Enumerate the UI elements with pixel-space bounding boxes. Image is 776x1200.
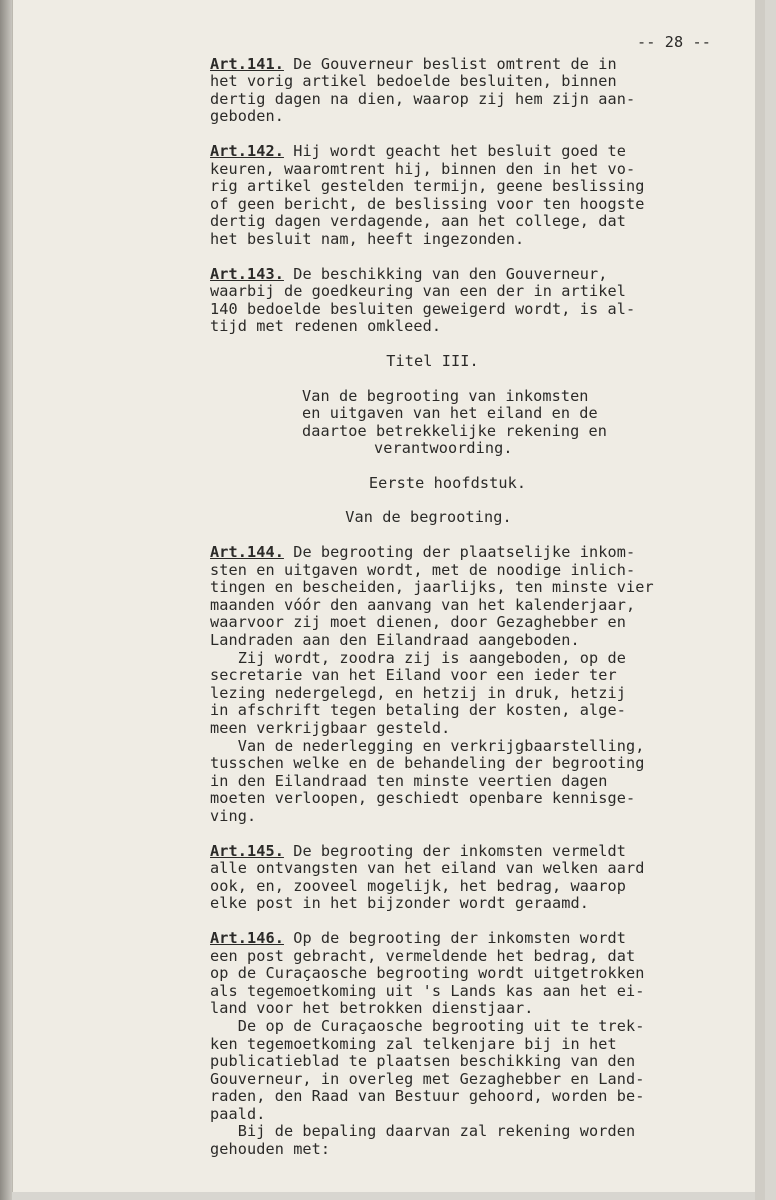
chapter-subject: Van de begrooting.	[345, 508, 512, 527]
title-subject-line: verantwoording.	[374, 439, 513, 458]
article-text-line: als tegemoetkoming uit 's Lands kas aan het ei-	[210, 981, 645, 1000]
page-left-edge-shadow	[0, 0, 12, 1200]
article-text-line: tijd met redenen omkleed.	[210, 317, 442, 336]
article-text-line: maanden vóór den aanvang van het kalenderjaar,	[210, 595, 636, 614]
article-text-line: Landraden aan den Eilandraad aangeboden.	[210, 631, 580, 650]
article-text-line: publicatieblad te plaatsen beschikking van den	[210, 1052, 636, 1071]
title-subject-line: daartoe betrekkelijke rekening en	[302, 421, 608, 440]
article-text-line: ving.	[210, 806, 257, 825]
article-text-line: alle ontvangsten van het eiland van welken aard	[210, 859, 645, 878]
article-text-line: gehouden met:	[210, 1140, 331, 1159]
article-label: Art.142.	[210, 141, 284, 160]
title-subject-line: Van de begrooting van inkomsten	[302, 386, 589, 405]
article-text-line: Bij de bepaling daarvan zal rekening worden	[210, 1122, 636, 1141]
article-text-line: elke post in het bijzonder wordt geraamd.	[210, 894, 589, 913]
article-text-line: land voor het betrokken dienstjaar.	[210, 999, 534, 1018]
article-143	[210, 266, 715, 336]
article-text-line: of geen bericht, de beslissing voor ten hoogste	[210, 194, 645, 213]
article-text-line: het vorig artikel bedoelde besluiten, binnen	[210, 72, 617, 91]
article-text-line: De begrooting der inkomsten vermeldt	[283, 841, 626, 860]
article-text-line: in den Eilandraad ten minste veertien dagen	[210, 771, 608, 790]
article-text-line: Hij wordt geacht het besluit goed te	[283, 141, 626, 160]
article-text-line: in afschrift tegen betaling der kosten, alge-	[210, 701, 626, 720]
article-text-line: De beschikking van den Gouverneur,	[283, 264, 608, 283]
article-text-line: lezing nedergelegd, en hetzij in druk, hetzij	[210, 683, 626, 702]
article-text-line: rig artikel gestelden termijn, geene beslissing	[210, 177, 645, 196]
article-text-line: een post gebracht, vermeldende het bedrag, dat	[210, 946, 636, 965]
typed-text-body	[210, 34, 715, 1159]
article-text-line: Gouverneur, in overleg met Gezaghebber en Land-	[210, 1069, 645, 1088]
page-right-edge	[755, 0, 765, 1200]
article-text-line: sten en uitgaven wordt, met de noodige inlich-	[210, 560, 636, 579]
article-label: Art.145.	[210, 841, 284, 860]
article-text-line: geboden.	[210, 107, 284, 126]
article-144	[210, 544, 715, 826]
article-text-line: het besluit nam, heeft ingezonden.	[210, 229, 525, 248]
article-label: Art.141.	[210, 54, 284, 73]
article-text-line: waarbij de goedkeuring van een der in artikel	[210, 282, 626, 301]
article-text-line: op de Curaçaosche begrooting wordt uitgetrokken	[210, 964, 645, 983]
article-text-line: ook, en, zooveel mogelijk, het bedrag, waarop	[210, 876, 626, 895]
article-text-line: dertig dagen na dien, waarop zij hem zijn aan-	[210, 89, 636, 108]
article-text-line: Van de nederlegging en verkrijgbaarstelling,	[210, 736, 645, 755]
article-label: Art.143.	[210, 264, 284, 283]
article-145	[210, 843, 715, 913]
article-text-line: 140 bedoelde besluiten geweigerd wordt, is al-	[210, 299, 636, 318]
article-text-line: tingen en bescheiden, jaarlijks, ten minste vier	[210, 578, 654, 597]
article-text-line: De begrooting der plaatselijke inkom-	[283, 543, 636, 562]
article-text-line: meen verkrijgbaar gesteld.	[210, 719, 451, 737]
article-text-line: Op de begrooting der inkomsten wordt	[283, 928, 626, 947]
article-text-line: secretarie van het Eiland voor een ieder ter	[210, 666, 617, 685]
article-text-line: keuren, waaromtrent hij, binnen den in het vo-	[210, 159, 636, 178]
article-label: Art.146.	[210, 928, 284, 947]
article-text-line: paald.	[210, 1104, 266, 1123]
article-label: Art.144.	[210, 543, 284, 562]
chapter-heading: Eerste hoofdstuk.	[368, 473, 527, 492]
title-subject-line: en uitgaven van het eiland en de	[302, 404, 598, 423]
article-text-line: waarvoor zij moet dienen, door Gezaghebber en	[210, 613, 626, 632]
article-142	[210, 143, 715, 249]
article-text-line: raden, den Raad van Bestuur gehoord, worden be-	[210, 1087, 645, 1106]
article-146	[210, 930, 715, 1159]
article-141	[210, 56, 715, 126]
article-text-line: ken tegemoetkoming zal telkenjare bij in het	[210, 1034, 617, 1053]
article-text-line: De Gouverneur beslist omtrent de in	[283, 54, 617, 73]
title-heading: Titel III.	[386, 351, 479, 370]
article-text-line: De op de Curaçaosche begrooting uit te trek-	[210, 1016, 645, 1035]
title-subject	[210, 388, 715, 458]
article-text-line: Zij wordt, zoodra zij is aangeboden, op de	[210, 648, 626, 667]
article-text-line: tusschen welke en de behandeling der begrooting	[210, 754, 645, 773]
article-text-line: moeten verloopen, geschiedt openbare kennisge-	[210, 789, 636, 808]
article-text-line: dertig dagen verdagende, aan het college, dat	[210, 212, 626, 231]
page-number: -- 28 --	[637, 33, 711, 51]
